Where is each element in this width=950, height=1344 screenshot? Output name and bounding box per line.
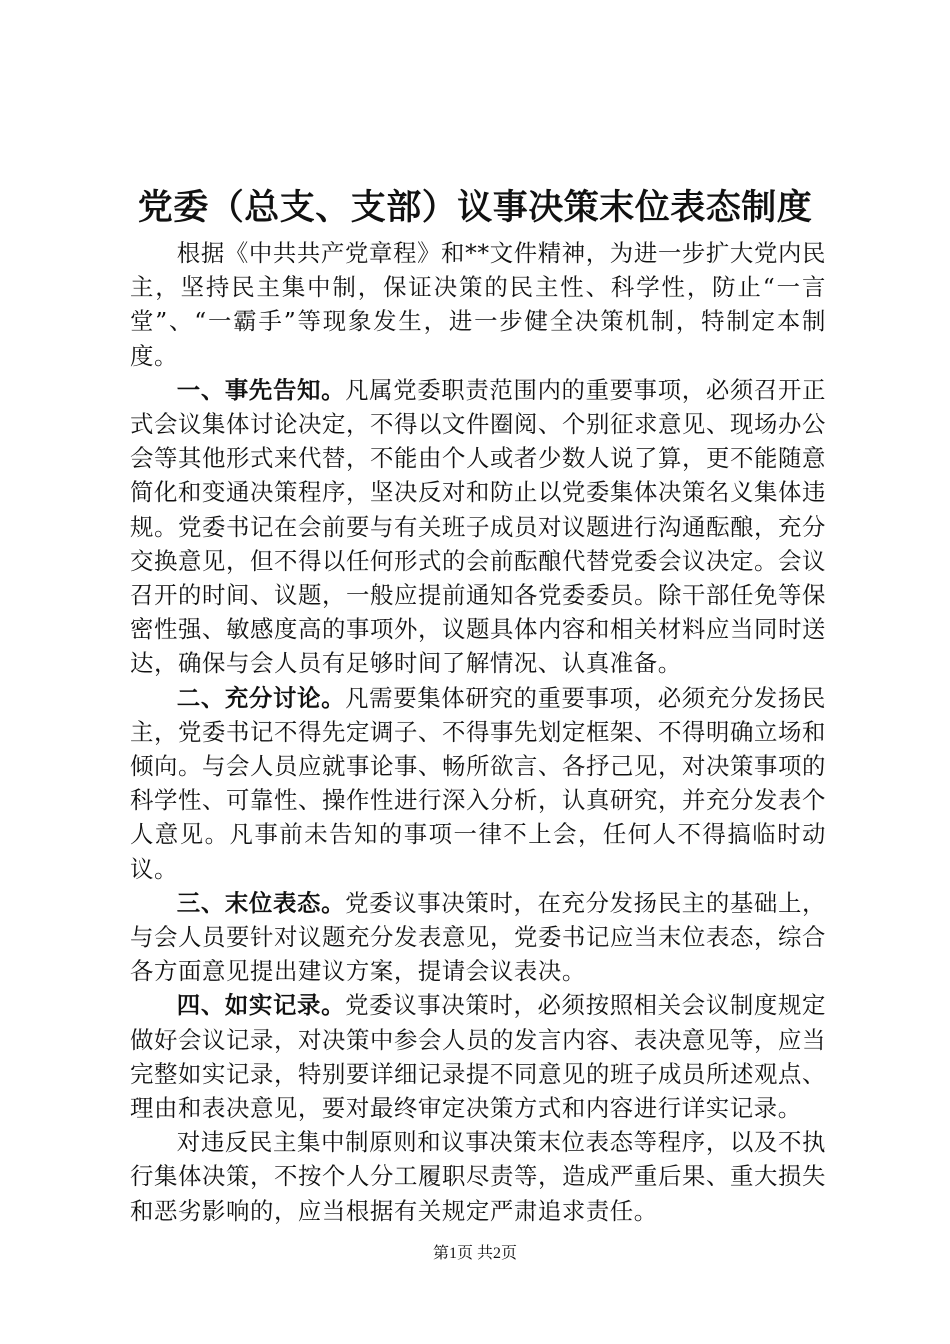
closing-paragraph bbox=[130, 1125, 826, 1228]
section-text-4: 党委议事决策时，必须按照相关会议制度规定做好会议记录，对决策中参会人员的发言内容、表决意见等，应当完整如实记录，特别要详细记录提不同意见的班子成员所述观点、理由和表决意见，要对最终审定决策方式和内容进行详实记录。 bbox=[130, 991, 826, 1123]
section-heading-2: 二、充分讨论。 bbox=[176, 683, 346, 712]
document-title: 党委（总支、支部）议事决策末位表态制度 bbox=[137, 187, 813, 228]
section-paragraph-4 bbox=[130, 988, 826, 1125]
section-text-2: 凡需要集体研究的重要事项，必须充分发扬民主，党委书记不得先定调子、不得事先划定框架、不得明确立场和倾向。与会人员应就事论事、畅所欲言、各抒己见，对决策事项的科学性、可靠性、操作性进行深入分析，认真研究，并充分发表个人意见。凡事前未告知的事项一律不上会，任何人不得搞临时动议。 bbox=[130, 683, 826, 883]
intro-paragraph bbox=[130, 236, 826, 373]
intro-text: 根据《中共共产党章程》和**文件精神，为进一步扩大党内民主，坚持民主集中制，保证决策的民主性、科学性，防止“一言堂”、“一霸手”等现象发生，进一步健全决策机制，特制定本制度。 bbox=[130, 239, 826, 370]
section-text-3: 党委议事决策时，在充分发扬民主的基础上，与会人员要针对议题充分发表意见，党委书记应当末位表态，综合各方面意见提出建议方案，提请会议表决。 bbox=[130, 888, 826, 986]
page-number-footer: 第1页 共2页 bbox=[432, 1245, 517, 1262]
section-paragraph-1 bbox=[130, 373, 826, 681]
closing-text: 对违反民主集中制原则和议事决策末位表态等程序，以及不执行集体决策，不按个人分工履职尽责等，造成严重后果、重大损失和恶劣影响的，应当根据有关规定严肃追求责任。 bbox=[130, 1128, 826, 1225]
document-body bbox=[130, 236, 826, 1228]
section-text-1: 凡属党委职责范围内的重要事项，必须召开正式会议集体讨论决定，不得以文件圈阅、个别征求意见、现场办公会等其他形式来代替，不能由个人或者少数人说了算，更不能随意简化和变通决策程序，坚决反对和防止以党委集体决策名义集体违规。党委书记在会前要与有关班子成员对议题进行沟通酝酿，充分交换意见，但不得以任何形式的会前酝酿代替党委会议决定。会议召开的时间、议题，一般应提前通知各党委委员。除干部任免等保密性强、敏感度高的事项外，议题具体内容和相关材料应当同时送达，确保与会人员有足够时间了解情况、认真准备。 bbox=[130, 375, 826, 678]
section-heading-4: 四、如实记录。 bbox=[176, 991, 346, 1020]
section-heading-1: 一、事先告知。 bbox=[176, 375, 346, 404]
section-heading-3: 三、末位表态。 bbox=[176, 888, 346, 917]
section-paragraph-3 bbox=[130, 886, 826, 989]
section-paragraph-2 bbox=[130, 681, 826, 886]
